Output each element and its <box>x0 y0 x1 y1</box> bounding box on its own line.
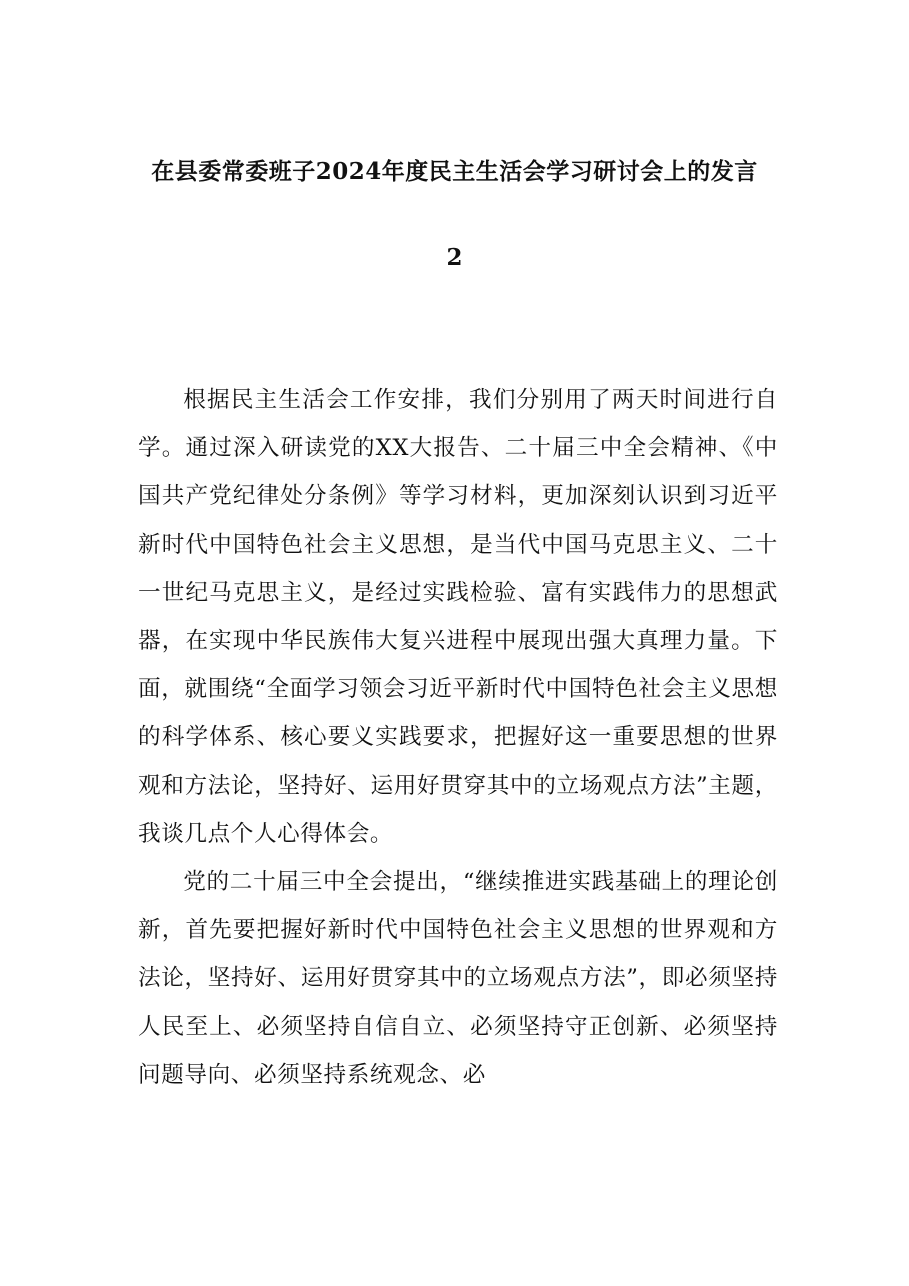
document-body <box>138 376 778 1099</box>
document-title-number: 2 <box>446 244 463 271</box>
body-paragraph-1: 根据民主生活会工作安排，我们分别用了两天时间进行自学。通过深入研读党的XX大报告、二十届三中全会精神、《中国共产党纪律处分条例》等学习材料，更加深刻认识到习近平新时代中国特色社会主义思想，是当代中国马克思主义、二十一世纪马克思主义，是经过实践检验、富有实践伟力的思想武器，在实现中华民族伟大复兴进程中展现出强大真理力量。下面，就围绕“全面学习领会习近平新时代中国特色社会主义思想的科学体系、核心要义实践要求，把握好这一重要思想的世界观和方法论，坚持好、运用好贯穿其中的立场观点方法”主题，我谈几点个人心得体会。 <box>138 387 778 847</box>
document-title: 在县委常委班子2024年度民主生活会学习研讨会上的发言 <box>151 158 758 185</box>
body-paragraph-2: 党的二十届三中全会提出，“继续推进实践基础上的理论创新，首先要把握好新时代中国特色社会主义思想的世界观和方法论，坚持好、运用好贯穿其中的立场观点方法”，即必须坚持人民至上、必须坚持自信自立、必须坚持守正创新、必须坚持问题导向、必须坚持系统观念、必 <box>138 869 778 1088</box>
